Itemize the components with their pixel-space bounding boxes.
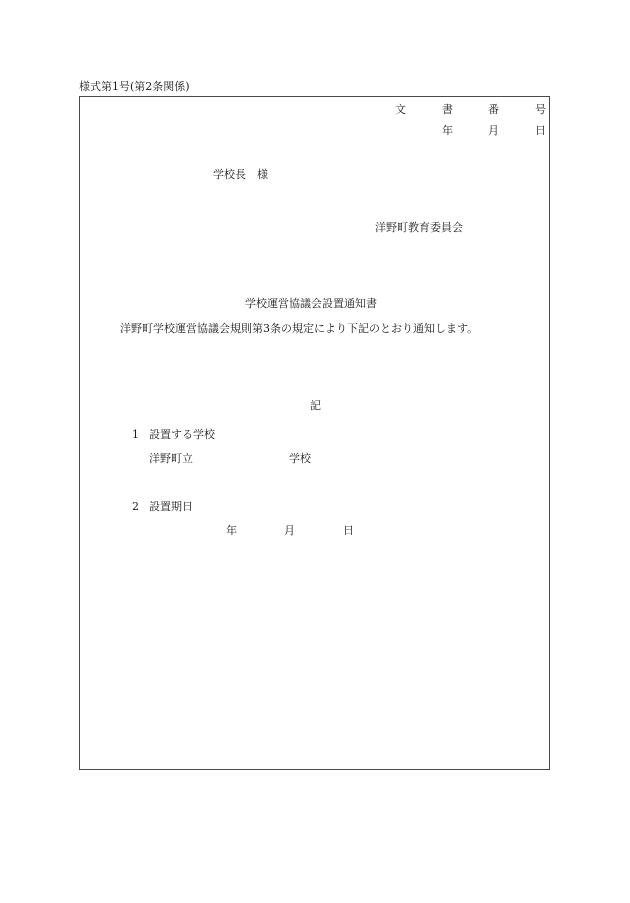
- item-1-label: 設置する学校: [149, 428, 215, 441]
- addressee: 学校長 様: [213, 168, 268, 181]
- period-day-char: 日: [343, 524, 354, 537]
- doc-number-char: 番: [488, 103, 499, 116]
- date-day-char: 日: [535, 124, 546, 137]
- period-year-char: 年: [226, 524, 237, 537]
- document-title: 学校運営協議会設置通知書: [245, 297, 377, 310]
- body-text: 洋野町学校運営協議会規則第3条の規定により下記のとおり通知します。: [120, 322, 479, 335]
- sender: 洋野町教育委員会: [375, 221, 463, 234]
- item-1-value-prefix: 洋野町立: [149, 452, 193, 465]
- ki-heading: 記: [310, 399, 321, 412]
- date-year-char: 年: [442, 124, 453, 137]
- doc-number-char: 号: [535, 103, 546, 116]
- item-1-number: 1: [132, 428, 139, 441]
- date-month-char: 月: [488, 124, 499, 137]
- form-label: 様式第1号(第2条関係): [79, 80, 190, 93]
- doc-number-char: 文: [395, 103, 406, 116]
- item-2-number: 2: [132, 500, 139, 513]
- item-1-value-suffix: 学校: [289, 452, 311, 465]
- period-month-char: 月: [284, 524, 295, 537]
- doc-number-char: 書: [442, 103, 453, 116]
- item-2-label: 設置期日: [149, 500, 193, 513]
